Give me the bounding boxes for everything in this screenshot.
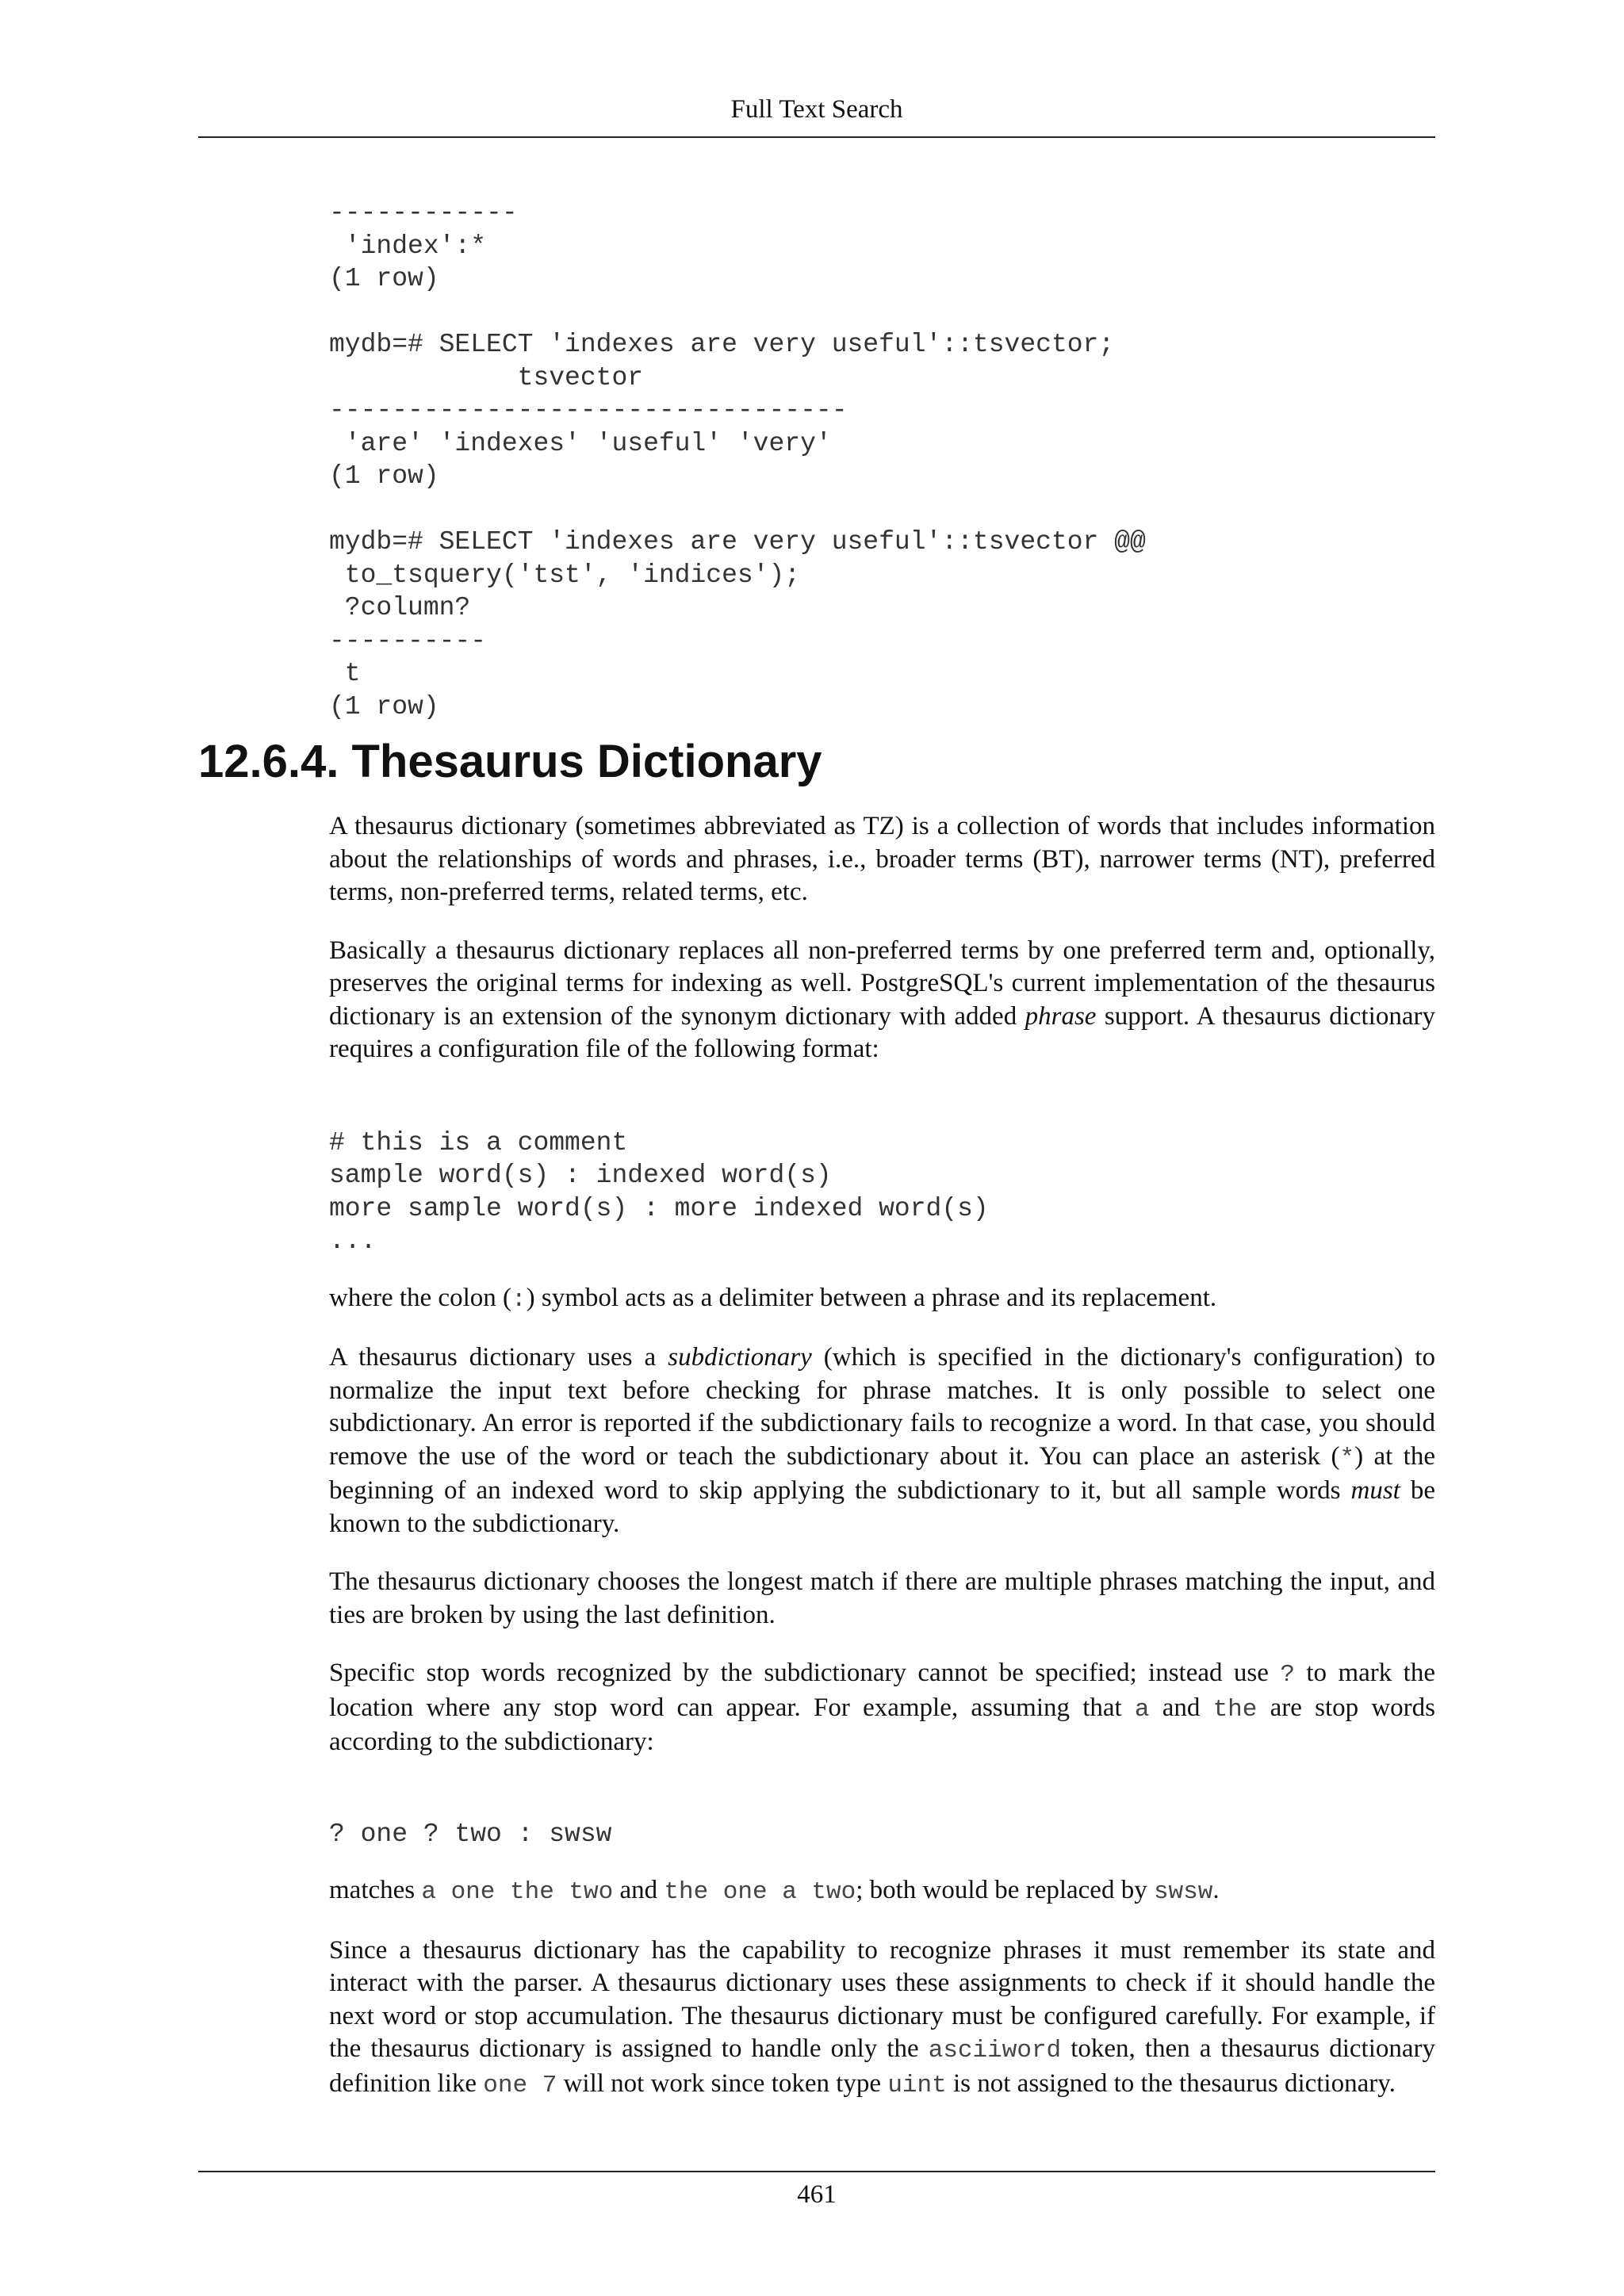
- text-run: are stop words according to the subdictionary:: [329, 1693, 1435, 1756]
- inline-code-asterisk: *: [1339, 1444, 1355, 1472]
- paragraph-basic-usage: [329, 935, 1435, 1066]
- inline-code-uint: uint: [887, 2071, 947, 2099]
- paragraph-parser-state: [329, 1934, 1435, 2103]
- text-run: where the colon (: [329, 1283, 511, 1312]
- page-header: Full Text Search: [730, 95, 903, 124]
- text-run: .: [1212, 1876, 1220, 1904]
- header-rule: [198, 136, 1435, 138]
- text-run: ; both would be replaced by: [856, 1876, 1154, 1904]
- code-block-query-output: ------------ 'index':* (1 row) mydb=# SELECT 'indexes are very useful'::tsvector; tsvector --------------------------------- 'are' 'indexes' 'useful' 'very' (1 row) mydb=# SELECT 'indexes are very useful'::tsvector @@ to_tsquery('tst', 'indices'); ?column? ---------- t (1 row): [329, 198, 1146, 721]
- text-run: Specific stop words recognized by the subdictionary cannot be specified; instead use: [329, 1659, 1281, 1687]
- text-run: be known to the subdictionary.: [329, 1476, 1435, 1538]
- text-run: A thesaurus dictionary uses a: [329, 1343, 668, 1372]
- text-run: token, then a thesaurus dictionary definition like: [329, 2034, 1435, 2098]
- paragraph-delimiter: [329, 1282, 1435, 1317]
- code-block-config-format: # this is a comment sample word(s) : indexed word(s) more sample word(s) : more indexed word(s) ...: [329, 1127, 989, 1256]
- emphasis-phrase: phrase: [1025, 1001, 1097, 1031]
- text-run: Since a thesaurus dictionary has the capability to recognize phrases it must remember its state and interact with the parser. A thesaurus dictionary uses these assignments to check if it should handle the next word or stop accumulation. The thesaurus dictionary must be configured carefully. For example, if the thesaurus dictionary is assigned to handle only the: [329, 1935, 1435, 2063]
- page-number: 461: [797, 2180, 837, 2209]
- emphasis-must: must: [1350, 1476, 1400, 1505]
- paragraph-longest-match: The thesaurus dictionary chooses the longest match if there are multiple phrases matching the input, and ties are broken by using the last definition.: [329, 1567, 1435, 1629]
- inline-code-the: the: [1212, 1695, 1258, 1724]
- paragraph-matches: [329, 1874, 1435, 1909]
- text-run: ) at the beginning of an indexed word to skip applying the subdictionary to it, but all sample words: [329, 1441, 1436, 1505]
- text-run: is not assigned to the thesaurus dictionary.: [946, 2068, 1396, 2098]
- paragraph-subdictionary: [329, 1341, 1435, 1540]
- paragraph-definition: A thesaurus dictionary (sometimes abbreviated as TZ) is a collection of words that includes information about the relationships of words and phrases, i.e., broader terms (BT), narrower terms (NT), preferred terms, non-preferred terms, related terms, etc.: [329, 812, 1435, 906]
- text-run: will not work since token type: [557, 2068, 888, 2098]
- paragraph-stop-words: [329, 1657, 1435, 1759]
- emphasis-subdictionary: subdictionary: [668, 1343, 812, 1372]
- inline-code-swsw: swsw: [1153, 1878, 1213, 1906]
- section-title: 12.6.4. Thesaurus Dictionary: [198, 736, 822, 787]
- text-run: and: [613, 1876, 665, 1904]
- inline-code-question-mark: ?: [1280, 1661, 1295, 1689]
- text-run: and: [1149, 1693, 1213, 1722]
- inline-code-match-1: a one the two: [421, 1878, 614, 1906]
- inline-code-match-2: the one a two: [664, 1878, 856, 1906]
- inline-code-colon: :: [511, 1285, 527, 1314]
- text-run: ) symbol acts as a delimiter between a phrase and its replacement.: [526, 1283, 1217, 1312]
- inline-code-one-7: one 7: [483, 2071, 557, 2099]
- inline-code-a: a: [1134, 1695, 1150, 1724]
- code-block-rule-example: ? one ? two : swsw: [329, 1819, 612, 1849]
- text-run: (which is specified in the dictionary's configuration) to normalize the input text before checking for phrase matches. It is only possible to select one subdictionary. An error is reported if the subdictionary fails to recognize a word. In that case, you should remove the use of the word or teach the subdictionary about it. You can place an asterisk (: [329, 1343, 1435, 1471]
- text-run: support. A thesaurus dictionary requires a configuration file of the following format:: [329, 1001, 1435, 1063]
- footer-rule: [198, 2171, 1435, 2172]
- text-run: to mark the location where any stop word can appear. For example, assuming that: [329, 1659, 1435, 1722]
- inline-code-asciiword: asciiword: [928, 2037, 1062, 2064]
- text-run: matches: [329, 1876, 422, 1904]
- page-content: [198, 197, 1436, 2127]
- text-run: Basically a thesaurus dictionary replaces all non-preferred terms by one preferred term and, optionally, preserves the original terms for indexing as well. PostgreSQL's current implementation of the thesaurus dictionary is an extension of the synonym dictionary with added: [329, 936, 1435, 1031]
